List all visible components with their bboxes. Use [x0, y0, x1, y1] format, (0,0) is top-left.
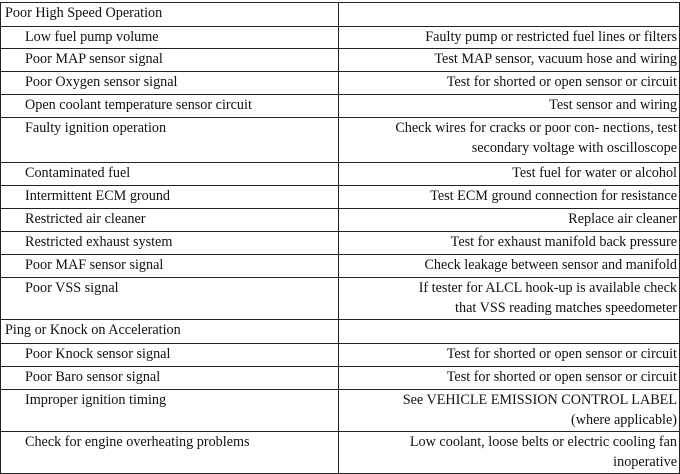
condition-cell: Open coolant temperature sensor circuit — [1, 95, 339, 118]
action-cell — [339, 432, 680, 474]
condition-cell: Low fuel pump volume — [1, 27, 339, 49]
action-cell — [339, 278, 680, 320]
diagnosis-table — [0, 2, 680, 474]
action-line: Check wires for cracks or poor con- nections, test — [395, 120, 677, 136]
action-cell: Test for shorted or open sensor or circuit — [339, 344, 680, 367]
action-line: See VEHICLE EMISSION CONTROL LABEL — [402, 392, 677, 408]
action-line: secondary voltage with oscilloscope — [471, 140, 677, 156]
action-line: that VSS reading matches speedometer — [455, 300, 677, 316]
table-row — [1, 118, 680, 163]
action-cell: Test for shorted or open sensor or circuit — [339, 367, 680, 390]
action-cell: Test fuel for water or alcohol — [339, 163, 680, 186]
condition-cell: Poor MAP sensor signal — [1, 49, 339, 72]
condition-cell: Intermittent ECM ground — [1, 186, 339, 209]
action-cell: Test sensor and wiring — [339, 95, 680, 118]
table-row — [1, 186, 680, 209]
condition-cell: Poor MAF sensor signal — [1, 255, 339, 278]
table-row — [1, 72, 680, 95]
action-cell — [339, 390, 680, 432]
condition-cell: Faulty ignition operation — [1, 118, 339, 163]
condition-cell: Check for engine overheating problems — [1, 432, 339, 474]
condition-cell: Restricted air cleaner — [1, 209, 339, 232]
action-cell: Replace air cleaner — [339, 209, 680, 232]
action-cell: Test ECM ground connection for resistance — [339, 186, 680, 209]
section-header-empty-cell — [339, 320, 680, 344]
action-cell: Test MAP sensor, vacuum hose and wiring — [339, 49, 680, 72]
table-row — [1, 27, 680, 49]
table-row — [1, 255, 680, 278]
section-title: Ping or Knock on Acceleration — [1, 320, 339, 344]
table-row — [1, 49, 680, 72]
condition-cell: Poor Oxygen sensor signal — [1, 72, 339, 95]
condition-cell: Restricted exhaust system — [1, 232, 339, 255]
table-row — [1, 432, 680, 474]
table-row — [1, 278, 680, 320]
condition-cell: Contaminated fuel — [1, 163, 339, 186]
table-row — [1, 95, 680, 118]
section-header-empty-cell — [339, 3, 680, 27]
condition-cell: Improper ignition timing — [1, 390, 339, 432]
table-row — [1, 163, 680, 186]
table-row — [1, 209, 680, 232]
table-row — [1, 390, 680, 432]
section-header-row — [1, 3, 680, 27]
action-line: (where applicable) — [571, 412, 677, 428]
section-title: Poor High Speed Operation — [1, 3, 339, 27]
table-row — [1, 232, 680, 255]
table-row — [1, 367, 680, 390]
action-cell: Test for exhaust manifold back pressure — [339, 232, 680, 255]
section-header-row — [1, 320, 680, 344]
action-cell: Faulty pump or restricted fuel lines or filters — [339, 27, 680, 49]
action-line: If tester for ALCL hook-up is available check — [418, 280, 677, 296]
action-cell: Test for shorted or open sensor or circuit — [339, 72, 680, 95]
action-line: Low coolant, loose belts or electric cooling fan — [409, 434, 677, 450]
condition-cell: Poor VSS signal — [1, 278, 339, 320]
action-line: inoperative — [613, 454, 677, 470]
table-row — [1, 344, 680, 367]
condition-cell: Poor Knock sensor signal — [1, 344, 339, 367]
condition-cell: Poor Baro sensor signal — [1, 367, 339, 390]
action-cell: Check leakage between sensor and manifold — [339, 255, 680, 278]
action-cell — [339, 118, 680, 163]
